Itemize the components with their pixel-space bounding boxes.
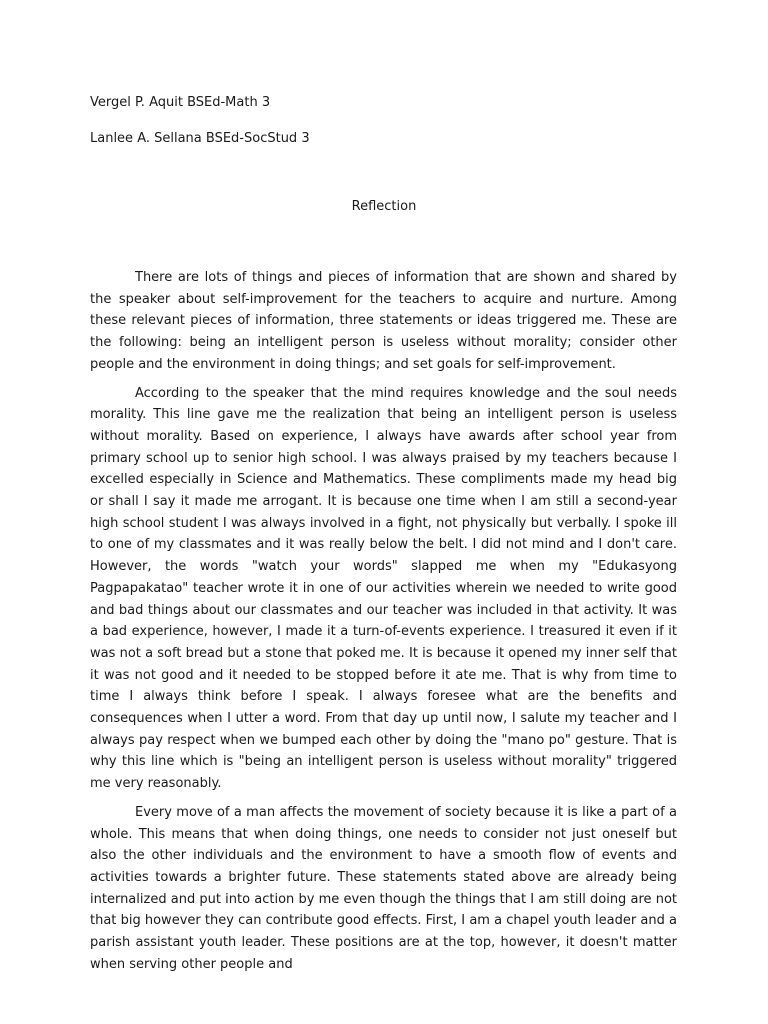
document-body [90, 267, 677, 983]
paragraph-2: According to the speaker that the mind requires knowledge and the soul needs morality. This line gave me the realization that being an intelligent person is useless without morality. Based on experience, I always have awards after school year from primary school up to senior high school. I was always praised by my teachers because I excelled especially in Science and Mathematics. These compliments made my head big or shall I say it made me arrogant. It is because one time when I am still a second-year high school student I was always involved in a fight, not physically but verbally. I spoke ill to one of my classmates and it was really below the belt. I did not mind and I don't care. However, the words "watch your words" slapped me when my "Edukasyong Pagpapakatao" teacher wrote it in one of our activities wherein we needed to write good and bad things about our classmates and our teacher was included in that activity. It was a bad experience, however, I made it a turn-of-events experience. I treasured it even if it was not a soft bread but a stone that poked me. It is because it opened my inner self that it was not good and it needed to be stopped before it ate me. That is why from time to time I always think before I speak. I always foresee what are the benefits and consequences when I utter a word. From that day up until now, I salute my teacher and I always pay respect when we bumped each other by doing the "mano po" gesture. That is why this line which is "being an intelligent person is useless without morality" triggered me very reasonably. [90, 385, 677, 792]
paragraph-3: Every move of a man affects the movement of society because it is like a part of a whole. This means that when doing things, one needs to consider not just oneself but also the other individuals and the environment to have a smooth flow of events and activities towards a brighter future. These statements stated above are already being internalized and put into action by me even though the things that I am still doing are not that big however they can contribute good effects. First, I am a chapel youth leader and a parish assistant youth leader. These positions are at the top, however, it doesn't matter when serving other people and [90, 804, 677, 972]
paragraph-1: There are lots of things and pieces of information that are shown and shared by the speaker about self-improvement for the teachers to acquire and nurture. Among these relevant pieces of information, three statements or ideas triggered me. These are the following: being an intelligent person is useless without morality; consider other people and the environment in doing things; and set goals for self-improvement. [90, 270, 677, 372]
author-line-1: Vergel P. Aquit BSEd-Math 3 [90, 95, 271, 110]
document-title: Reflection [351, 199, 417, 214]
author-line-2: Lanlee A. Sellana BSEd-SocStud 3 [90, 131, 310, 146]
